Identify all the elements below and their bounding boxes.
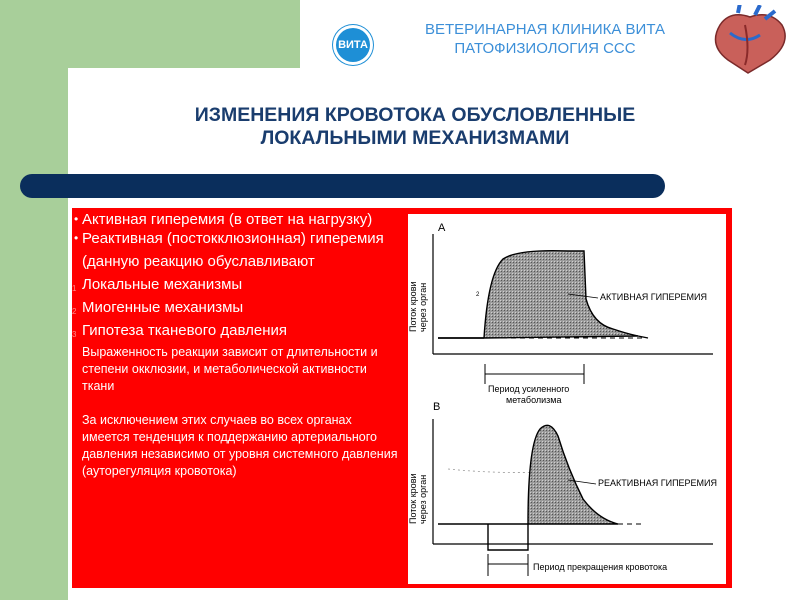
clinic-header: [385, 20, 705, 58]
svg-text:Поток крови: Поток крови: [408, 281, 418, 332]
hyperemia-figure: [408, 214, 726, 584]
list-number: 1: [72, 284, 77, 293]
list-item: [72, 275, 402, 294]
title-line-2: ЛОКАЛЬНЫМИ МЕХАНИЗМАМИ: [260, 127, 570, 149]
left-green-band: [0, 0, 68, 600]
item-myogenic-mechanisms: Миогенные механизмы: [82, 299, 244, 316]
period-a-label-1: Период усиленного: [488, 384, 570, 394]
list-number: 3: [72, 330, 77, 339]
note-reaction: Выраженность реакции зависит от длительности и степени окклюзии, и метаболической активности ткани: [82, 345, 378, 393]
list-item: [72, 252, 402, 271]
bullet-icon: •: [74, 212, 79, 226]
item-local-mechanisms: Локальные механизмы: [82, 276, 243, 293]
top-green-band: [0, 0, 300, 68]
list-number: 2: [72, 307, 77, 316]
list-item: [72, 321, 402, 340]
panel-a-label: A: [438, 222, 446, 234]
divider-bar: [20, 174, 665, 198]
list-item: [72, 210, 402, 229]
svg-text:через орган: через орган: [418, 282, 428, 332]
heart-illustration-icon: [700, 5, 795, 75]
active-hyperemia-label: АКТИВНАЯ ГИПЕРЕМИЯ: [600, 292, 708, 302]
small-mark: 2: [476, 292, 480, 298]
item-caused-by: (данную реакцию обуславливают: [82, 253, 315, 270]
reactive-hyperemia-curve: [528, 425, 618, 524]
list-item: [72, 229, 402, 248]
panel-b-label: B: [433, 401, 441, 413]
course-name: ПАТОФИЗИОЛОГИЯ ССС: [454, 40, 636, 57]
svg-text:Поток крови: Поток крови: [408, 473, 418, 524]
note-autoregulation: За исключением этих случаев во всех органах имеется тенденция к поддержанию артериального давления независимо от уровня системного давления (ауторегуляция кровотока): [82, 413, 398, 478]
occlusion-step: [438, 524, 528, 550]
panel-a-y-label: [408, 282, 428, 333]
clinic-logo: ВИТА: [333, 25, 373, 65]
svg-text:через орган: через орган: [418, 474, 428, 524]
bullet-list: [72, 210, 402, 480]
item-reactive-hyperemia: Реактивная (постокклюзионная) гиперемия: [82, 230, 384, 247]
title-line-1: ИЗМЕНЕНИЯ КРОВОТОКА ОБУСЛОВЛЕННЫЕ: [194, 104, 636, 126]
reactive-hyperemia-label: РЕАКТИВНАЯ ГИПЕРЕМИЯ: [598, 478, 718, 488]
list-item: [72, 298, 402, 317]
page-title: [90, 104, 740, 150]
period-b-label: Период прекращения кровотока: [533, 562, 668, 572]
period-a-label-2: метаболизма: [506, 395, 562, 405]
bullet-icon: •: [74, 231, 79, 245]
item-tissue-pressure: Гипотеза тканевого давления: [82, 322, 288, 339]
hyperemia-diagram: [408, 214, 726, 584]
clinic-name: ВЕТЕРИНАРНАЯ КЛИНИКА ВИТА: [425, 21, 665, 38]
item-active-hyperemia: Активная гиперемия (в ответ на нагрузку): [82, 211, 373, 228]
panel-b-y-label: [408, 474, 428, 525]
